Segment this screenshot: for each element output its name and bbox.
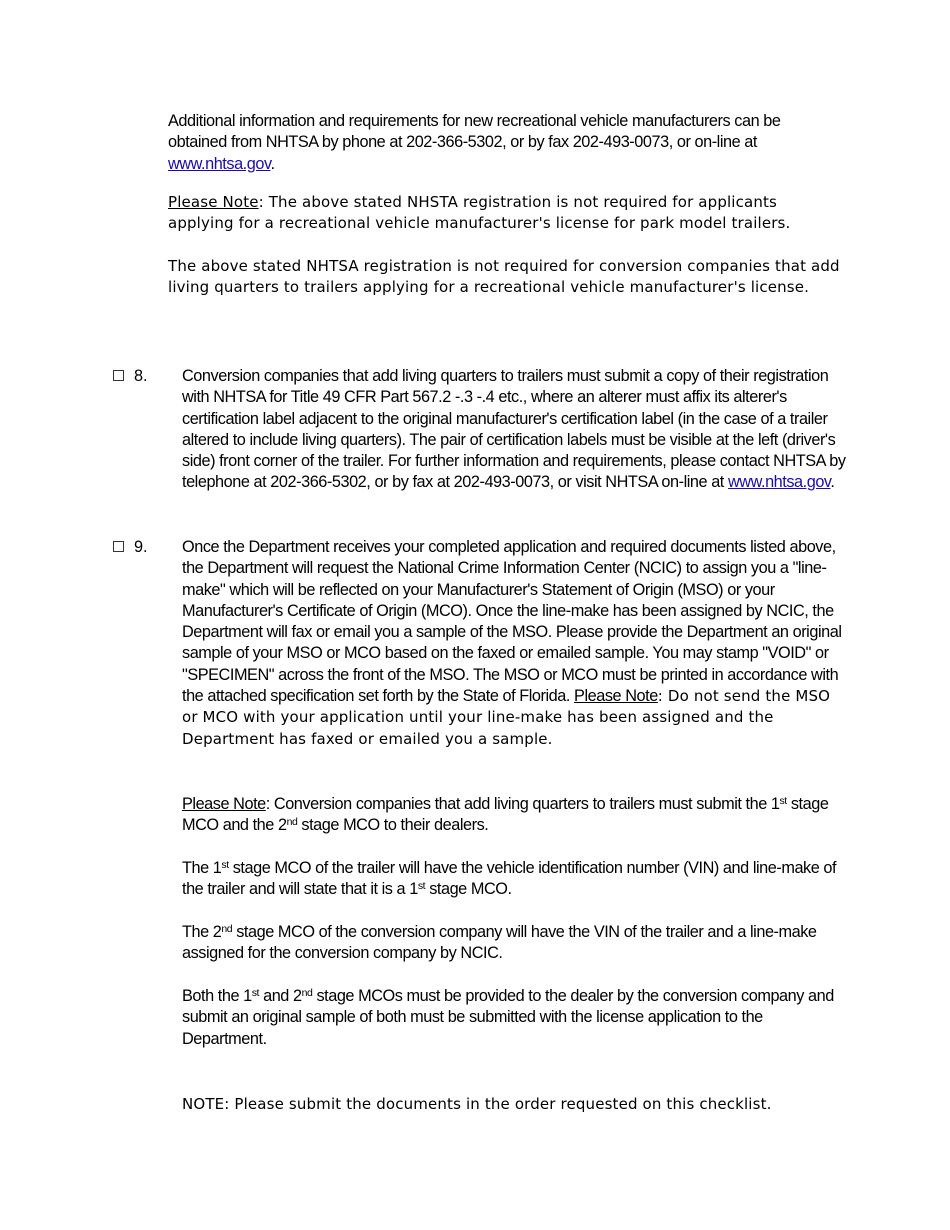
item-9-text: [182, 537, 844, 750]
both-text-3: stage MCOs must be provided to the dealer by the conversion company and submit an original sample of both must be submitted with the license application to the Department.: [182, 987, 834, 1048]
conversion-registration-note: The above stated NHTSA registration is not required for conversion companies that add living quarters to trailers applying for a recreational vehicle manufacturer's license.: [168, 257, 840, 297]
conv-text-3: stage MCO to their dealers.: [297, 816, 489, 835]
item-8-body: Conversion companies that add living quarters to trailers must submit a copy of their registration with NHTSA for Title 49 CFR Part 567.2 -.3 -.4 etc., where an alterer must affix its alterer's certification label adjacent to the original manufacturer's certification label (in the case of a trailer altered to include living quarters). The pair of certification labels must be visible at the left (driver's side) front corner of the trailer. For further information and requirements, please contact NHTSA by telephone at 202-366-5302, or by fax at 202-493-0073, or visit NHTSA on-line at: [182, 367, 846, 492]
second-text-2: stage MCO of the conversion company will have the VIN of the trailer and a line-make assigned for the conversion company by NCIC.: [182, 923, 817, 963]
sup-nd: nd: [286, 816, 298, 829]
both-text-1: Both the 1: [182, 987, 252, 1005]
conv-text-1: : Conversion companies that add living quarters to trailers must submit the 1: [265, 795, 780, 813]
note-label: Please Note: [168, 193, 259, 211]
first-stage-mco: [182, 858, 844, 901]
nhtsa-link-item-8[interactable]: www.nhtsa.gov: [727, 473, 831, 492]
intro-text: Additional information and requirements for new recreational vehicle manufacturers can be obtained from NHTSA by phone at 202-366-5302, or by fax 202-493-0073, or on-line at: [168, 112, 781, 152]
intro-paragraph: Additional information and requirements for new recreational vehicle manufacturers can be obtained from NHTSA by phone at 202-366-5302, or by fax 202-493-0073, or on-line at www.nhtsa.gov.: [168, 112, 781, 173]
sup-st: st: [779, 795, 787, 807]
second-stage-mco: [182, 922, 844, 965]
first-text-3: stage MCO.: [425, 880, 512, 899]
nhtsa-link[interactable]: www.nhtsa.gov: [168, 154, 271, 173]
checkbox-item-8[interactable]: [113, 367, 124, 388]
park-model-note: [168, 192, 830, 235]
conv-note-label: Please Note: [182, 795, 266, 813]
sup-nd: nd: [301, 987, 313, 999]
sup-st: st: [221, 859, 229, 871]
both-stage-mco: [182, 986, 842, 1050]
final-note: NOTE: Please submit the documents in the order requested on this checklist.: [182, 1095, 772, 1113]
checkbox-icon[interactable]: [113, 541, 124, 552]
sup-st: st: [417, 880, 426, 893]
item-8-number: 8.: [134, 367, 148, 385]
item-9-note-text: : Do not send the MSO or MCO with your application until your line-make has been assigned and the Department has faxed or emailed you a sample.: [182, 687, 831, 748]
first-text-1: The 1: [182, 859, 222, 877]
item-9-note-label: Please Note: [574, 687, 658, 706]
note-text: : The above stated NHSTA registration is not required for applicants applying for a recreational vehicle manufacturer's license for park model trailers.: [168, 193, 791, 233]
checkbox-icon[interactable]: [113, 370, 124, 381]
conversion-mco-note: [182, 794, 844, 837]
item-9-number: 9.: [134, 538, 148, 556]
conv-text-2: stage MCO and the 2: [182, 795, 829, 835]
sup-st: st: [251, 987, 260, 999]
checkbox-item-9[interactable]: [113, 538, 124, 559]
second-text-1: The 2: [182, 923, 222, 941]
item-9-body: Once the Department receives your completed application and required documents listed above, the Department will request the National Crime Information Center (NCIC) to assign you a "line-make" which will be reflected on your Manufacturer's Statement of Origin (MSO) or your Manufacturer's Certificate of Origin (MCO). Once the line-make has been assigned by NCIC, the Department will fax or email you a sample of the MSO. Please provide the Department an original sample of your MSO or MCO based on the faxed or emailed sample. You may stamp "VOID" or "SPECIMEN" across the front of the MSO. The MSO or MCO must be printed in accordance with the attached specification set forth by the State of Florida.: [182, 538, 842, 706]
sup-nd: nd: [221, 923, 233, 935]
item-8-text: Conversion companies that add living quarters to trailers must submit a copy of their registration with NHTSA for Title 49 CFR Part 567.2 -.3 -.4 etc., where an alterer must affix its alterer's certification label adjacent to the original manufacturer's certification label (in the case of a trailer altered to include living quarters). The pair of certification labels must be visible at the left (driver's side) front corner of the trailer. For further information and requirements, please contact NHTSA by telephone at 202-366-5302, or by fax at 202-493-0073, or visit NHTSA on-line at www.nhtsa.gov.: [182, 367, 846, 492]
first-text-2: stage MCO of the trailer will have the vehicle identification number (VIN) and line-make of the trailer and will state that it is a 1: [182, 859, 837, 899]
both-text-2: and 2: [259, 987, 302, 1005]
